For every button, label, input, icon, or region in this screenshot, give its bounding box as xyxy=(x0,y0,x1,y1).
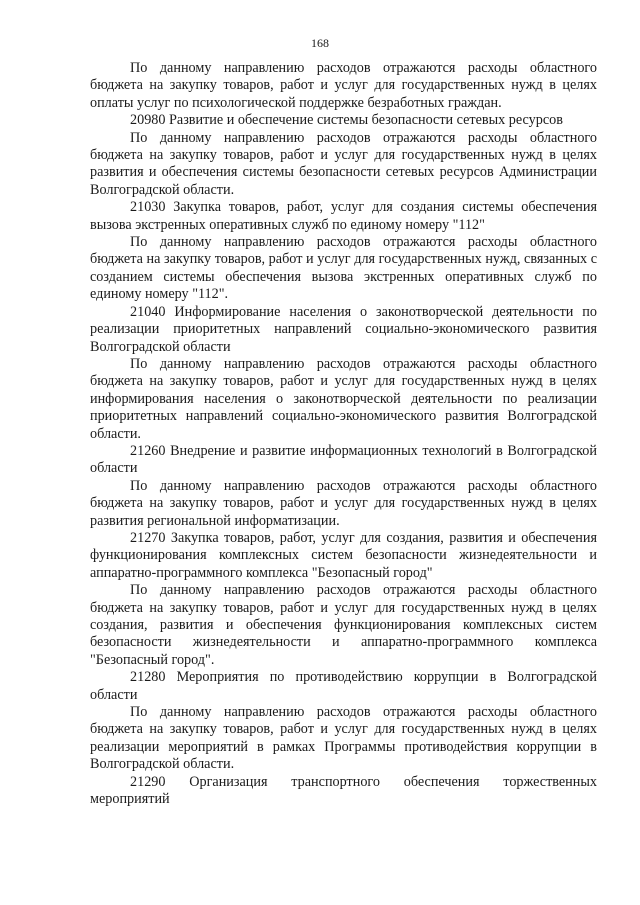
paragraph: По данному направлению расходов отражаются расходы областного бюджета на закупку товаров, работ и услуг для государственных нужд в целях развития региональной информатизации. xyxy=(90,477,597,529)
paragraph: По данному направлению расходов отражаются расходы областного бюджета на закупку товаров, работ и услуг для государственных нужд в целях развития и обеспечения системы безопасности сетевых ресурсов Администрации Волгоградской области. xyxy=(90,129,597,198)
section-heading: 21270 Закупка товаров, работ, услуг для создания, развития и обеспечения функционирования комплексных систем безопасности жизнедеятельности и аппаратно-программного комплекса "Безопасный город" xyxy=(90,529,597,581)
paragraph: По данному направлению расходов отражаются расходы областного бюджета на закупку товаров, работ и услуг для государственных нужд в целях оплаты услуг по психологической поддержке безработных граждан. xyxy=(90,60,597,111)
paragraph: По данному направлению расходов отражаются расходы областного бюджета на закупку товаров, работ и услуг для государственных нужд в целях информирования населения о законотворческой деятельности по реализации приоритетных направлений социально-экономического развития Волгоградской области. xyxy=(90,355,597,442)
paragraph: По данному направлению расходов отражаются расходы областного бюджета на закупку товаров, работ и услуг для государственных нужд, связанных с созданием системы обеспечения вызова экстренных оперативных служб по единому номеру "112". xyxy=(90,234,597,303)
section-heading: 21280 Мероприятия по противодействию коррупции в Волгоградской области xyxy=(90,669,597,703)
section-heading: 21030 Закупка товаров, работ, услуг для создания системы обеспечения вызова экстренных оперативных служб по единому номеру "112" xyxy=(90,199,597,233)
section-heading: 21290 Организация транспортного обеспечения торжественных мероприятий xyxy=(90,773,597,808)
page-number: 168 xyxy=(311,36,329,50)
section-heading: 21040 Информирование населения о законотворческой деятельности по реализации приоритетных направлений социально-экономического развития Волгоградской области xyxy=(90,303,597,355)
section-heading: 20980 Развитие и обеспечение системы безопасности сетевых ресурсов xyxy=(130,112,563,129)
section-heading: 21260 Внедрение и развитие информационных технологий в Волгоградской области xyxy=(90,442,597,477)
paragraph: По данному направлению расходов отражаются расходы областного бюджета на закупку товаров, работ и услуг для государственных нужд в целях реализации мероприятий в рамках Программы противодействия коррупции в Волгоградской области. xyxy=(90,704,597,773)
paragraph: По данному направлению расходов отражаются расходы областного бюджета на закупку товаров, работ и услуг для государственных нужд в целях создания, развития и обеспечения функционирования комплексных систем безопасности жизнедеятельности и аппаратно-программного комплекса "Безопасный город". xyxy=(90,582,597,668)
document-body xyxy=(90,60,597,808)
